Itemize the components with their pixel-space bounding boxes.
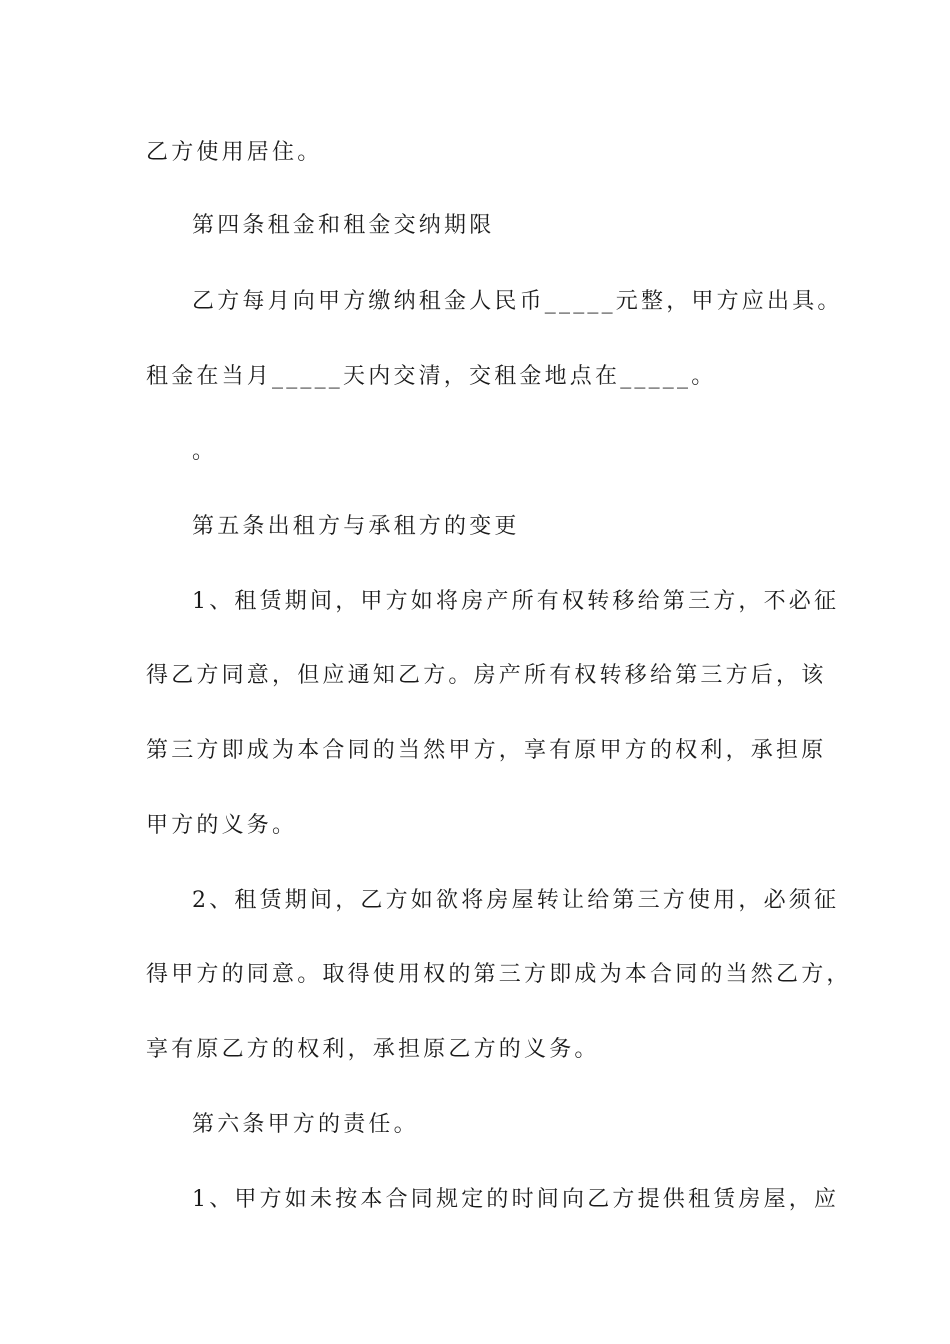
paragraph-line: 乙方每月向甲方缴纳租金人民币_____元整，甲方应出具。 [192, 289, 843, 314]
paragraph-line: 。 [192, 439, 218, 464]
paragraph-line: 得甲方的同意。取得使用权的第三方即成为本合同的当然乙方， [146, 962, 852, 987]
paragraph-line: 2、租赁期间，乙方如欲将房屋转让给第三方使用，必须征 [192, 888, 840, 913]
paragraph-line: 享有原乙方的权利，承担原乙方的义务。 [146, 1037, 600, 1062]
paragraph-line: 第三方即成为本合同的当然甲方，享有原甲方的权利，承担原 [146, 738, 827, 763]
paragraph-line: 1、租赁期间，甲方如将房产所有权转移给第三方，不必征 [192, 589, 840, 614]
paragraph-line: 得乙方同意，但应通知乙方。房产所有权转移给第三方后，该 [146, 663, 827, 688]
paragraph-line: 乙方使用居住。 [146, 140, 323, 165]
paragraph-line: 1、甲方如未按本合同规定的时间向乙方提供租赁房屋，应 [192, 1187, 840, 1212]
section-heading-article-5: 第五条出租方与承租方的变更 [192, 514, 520, 539]
section-heading-article-4: 第四条租金和租金交纳期限 [192, 213, 495, 238]
paragraph-line: 甲方的义务。 [146, 813, 298, 838]
section-heading-article-6: 第六条甲方的责任。 [192, 1112, 419, 1137]
paragraph-line: 租金在当月_____天内交清，交租金地点在_____。 [146, 364, 717, 389]
